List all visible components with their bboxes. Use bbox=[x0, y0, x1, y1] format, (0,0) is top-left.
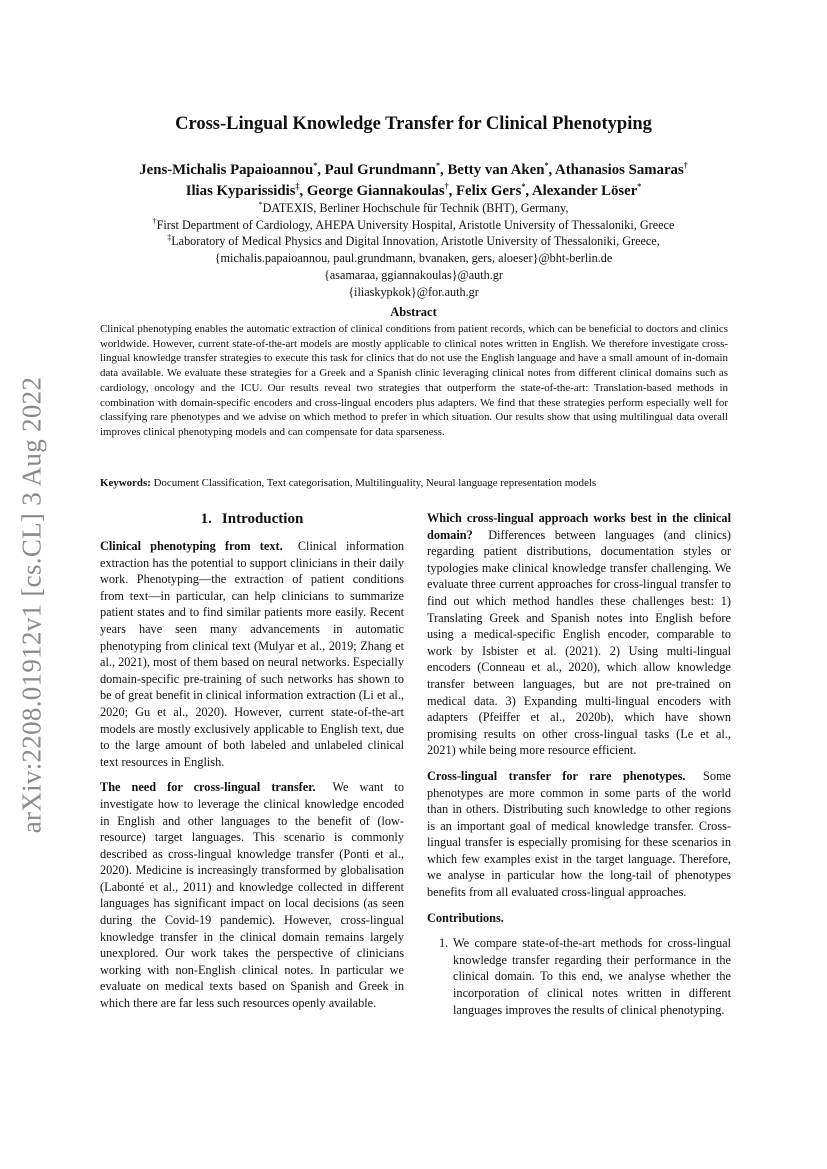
paragraph-text: Some phenotypes are more common in some parts of the world than in others. Distributing such knowledge to other regions is an important goal of medical knowledge transfer. Cross-lingual transfer is especially promising for these scenarios in which few examples exist in the target language. Therefore, we analyse in particular how the long-tail of phenotypes benefits from all evaluated cross-lingual approaches. bbox=[427, 768, 731, 900]
section-heading-introduction bbox=[100, 510, 404, 528]
affiliation-mark: * bbox=[258, 199, 263, 209]
author-line-1: Jens-Michalis Papaioannou*, Paul Grundmann*, Betty van Aken*, Athanasios Samaras† bbox=[139, 161, 688, 178]
affiliation-line bbox=[0, 233, 827, 250]
affiliation-text: Laboratory of Medical Physics and Digital Innovation, Aristotle University of Thessaloniki, Greece, bbox=[171, 234, 660, 249]
author-name: Felix Gers bbox=[456, 183, 522, 199]
author-name: George Giannakoulas bbox=[306, 183, 445, 199]
section-number: 1. bbox=[200, 511, 212, 527]
author-mark: * bbox=[637, 182, 642, 192]
affiliation-line bbox=[0, 200, 827, 217]
keywords-text: Document Classification, Text categorisation, Multilinguality, Neural language representation models bbox=[153, 477, 597, 489]
left-column bbox=[100, 510, 404, 1021]
keywords-label: Keywords: bbox=[100, 477, 151, 489]
author-line-2: Ilias Kyparissidis‡, George Giannakoulas†, Felix Gers*, Alexander Löser* bbox=[185, 182, 642, 199]
right-column bbox=[427, 510, 731, 1018]
contributions-heading: Contributions. bbox=[427, 910, 504, 925]
author-mark: ‡ bbox=[295, 182, 300, 192]
author-name: Alexander Löser bbox=[531, 183, 638, 199]
paragraph-text: Differences between languages (and clinics) regarding patient distributions, documentation styles or typologies make clinical knowledge transfer challenging. We evaluate three current approaches for cross-lingual transfer to find out which method handles these challenges best: 1) Translating Greek and Spanish notes into English before using a medical-specific English encoder, comparable to work by Isbister et al. (2021). 2) Using multi-lingual encoders (Conneau et al., 2020), which allow knowledge transfer between languages, but are not pre-trained on medical data. 3) Expanding multi-lingual encoders with adapters (Pfeiffer et al., 2020b), which have shown promising results on other cross-lingual tasks (Le et al., 2021) while being more resource efficient. bbox=[427, 527, 732, 758]
arxiv-identifier bbox=[10, 370, 54, 840]
affiliation-block bbox=[0, 200, 827, 300]
list-item-text: We compare state-of-the-art methods for cross-lingual knowledge transfer regarding their performance in the clinical domain. To this end, we analyse whether the incorporation of clinical notes written in different languages improves the results of clinical phenotyping. bbox=[453, 936, 731, 1017]
paper-title: Cross-Lingual Knowledge Transfer for Clinical Phenotyping bbox=[175, 114, 652, 134]
email-line: {asamaraa, ggiannakoulas}@auth.gr bbox=[324, 267, 503, 282]
author-name: Ilias Kyparissidis bbox=[185, 183, 296, 199]
affiliation-line bbox=[0, 217, 827, 234]
affiliation-mark: ‡ bbox=[167, 233, 172, 243]
author-mark: † bbox=[683, 161, 688, 171]
paragraph-text: Clinical information extraction has the potential to support clinicians in their daily work. Phenotyping—the extraction of patient conditions from text—in particular, can help clinicians to summarize patient states and to find similar patients more easily. Recent years have seen many advancements in automatic phenotyping from clinical text (Mulyar et al., 2019; Zhang et al., 2021), most of them based on neural networks. Especially domain-specific pre-training of such networks has shown to be of great benefit in clinical information extraction (Li et al., 2020; Gu et al., 2020). However, current state-of-the-art models are mostly exclusively applicable to English text, due to the large amount of both labeled and unlabeled clinical text resources in English. bbox=[100, 539, 405, 769]
author-mark: † bbox=[444, 182, 449, 192]
paragraph-lead: Which cross-lingual approach works best in the clinical domain? bbox=[427, 511, 731, 542]
email-line: {michalis.papaioannou, paul.grundmann, bvanaken, gers, aloeser}@bht-berlin.de bbox=[214, 251, 613, 266]
author-name: Betty van Aken bbox=[447, 162, 545, 178]
author-block bbox=[0, 160, 827, 202]
paragraph bbox=[100, 538, 404, 770]
affiliation-mark: † bbox=[152, 216, 157, 226]
affiliation-text: First Department of Cardiology, AHEPA University Hospital, Aristotle University of Thessaloniki, Greece bbox=[156, 217, 675, 232]
paragraph-lead: Cross-lingual transfer for rare phenotypes. bbox=[427, 768, 686, 783]
author-name: Athanasios Samaras bbox=[555, 162, 684, 178]
list-item-number: 1. bbox=[439, 936, 449, 951]
abstract-text: Clinical phenotyping enables the automatic extraction of clinical conditions from patient records, which can be beneficial to doctors and clinics worldwide. However, current state-of-the-art models are mostly applicable to clinical notes written in English. We therefore investigate cross-lingual knowledge transfer strategies to execute this task for clinics that do not use the English language and have a small amount of in-domain data available. We evaluate these strategies for a Greek and a Spanish clinic leveraging clinical notes from different clinical domains such as cardiology, oncology and the ICU. Our results reveal two strategies that outperform the state-of-the-art: Translation-based methods in combination with domain-specific encoders and cross-lingual encoders plus adapters. We find that these strategies perform especially well for classifying rare phenotypes and we advise on which method to prefer in which situation. Our results show that using multilingual data overall improves clinical phenotyping models and can compensate for data sparseness. bbox=[100, 323, 728, 438]
paragraph bbox=[427, 768, 731, 901]
paragraph bbox=[100, 779, 404, 1011]
paragraph bbox=[427, 510, 731, 759]
author-name: Jens-Michalis Papaioannou bbox=[139, 162, 314, 178]
paragraph-text: We want to investigate how to leverage the clinical knowledge encoded in English and other languages to the benefit of (low-resource) target languages. This scenario is commonly described as cross-lingual knowledge transfer (Ponti et al., 2020). Medicine is increasingly transformed by globalisation (Labonté et al., 2011) and knowledge collected in different languages has significant impact on local decisions (as seen during the Covid-19 pandemic). However, cross-lingual knowledge transfer in the clinical domain remains largely unexplored. Our work takes the perspective of clinicians working with non-English clinical notes. In particular we evaluate on medical texts based on Spanish and Greek in which there are far less such resources openly available. bbox=[100, 780, 404, 1011]
arxiv-identifier-text: arXiv:2208.01912v1 [cs.CL] 3 Aug 2022 bbox=[16, 376, 47, 834]
paragraph-lead: Clinical phenotyping from text. bbox=[100, 539, 283, 553]
abstract-heading: Abstract bbox=[390, 305, 437, 319]
author-mark: * bbox=[436, 161, 441, 171]
affiliation-text: DATEXIS, Berliner Hochschule für Technik (BHT), Germany, bbox=[262, 201, 569, 215]
email-line: {iliaskypkok}@for.auth.gr bbox=[348, 284, 479, 299]
list-item bbox=[427, 935, 731, 1018]
author-mark: * bbox=[313, 161, 318, 171]
author-mark: * bbox=[544, 161, 549, 171]
keywords bbox=[100, 476, 728, 490]
section-title: Introduction bbox=[221, 511, 304, 527]
author-name: Paul Grundmann bbox=[324, 162, 437, 178]
author-mark: * bbox=[521, 182, 526, 192]
contributions-list bbox=[427, 935, 731, 1018]
paragraph-lead: The need for cross-lingual transfer. bbox=[100, 780, 316, 795]
